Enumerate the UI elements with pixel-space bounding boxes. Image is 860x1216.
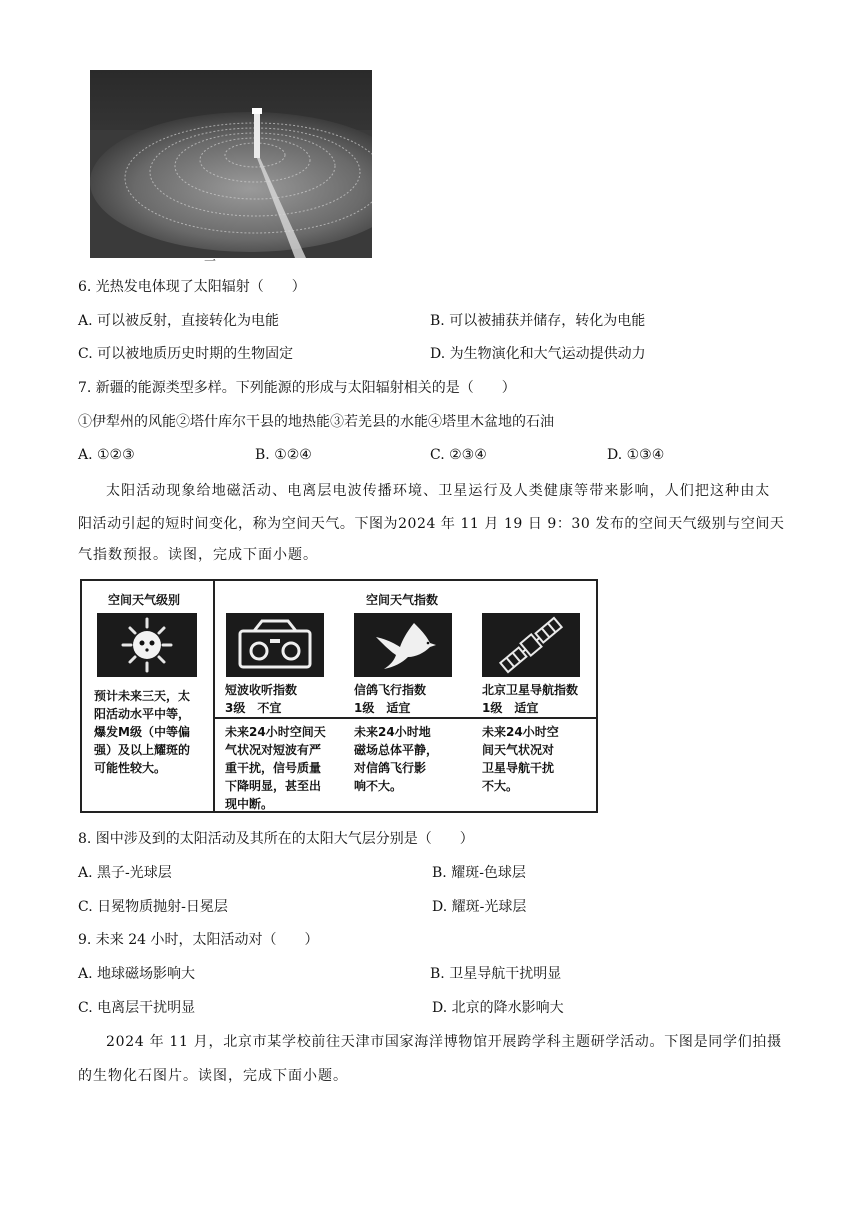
radio-desc-4: 下降明显，甚至出: [225, 779, 322, 793]
q6-option-c: C. 可以被地质历史时期的生物固定: [78, 346, 294, 362]
pigeon-index-title: 信鸽飞行指数: [354, 683, 427, 697]
level-text-5: 可能性较大。: [94, 761, 167, 775]
q7-option-b: B. ①②④: [255, 447, 312, 463]
radio-desc-2: 气状况对短波有严: [225, 743, 322, 757]
q8-option-b: B. 耀斑-色球层: [432, 865, 526, 881]
pigeon-desc-3: 对信鸽飞行影: [354, 761, 427, 775]
radio-index-grade: 3级 不宜: [225, 701, 282, 715]
q9-option-d: D. 北京的降水影响大: [432, 1000, 564, 1016]
level-header: 空间天气级别: [108, 593, 181, 607]
pigeon-desc-1: 未来24小时地: [354, 725, 431, 739]
sun-icon: [97, 613, 197, 677]
passage1-line3: 气指数预报。读图，完成下面小题。: [78, 547, 318, 563]
passage2-line1: 2024 年 11 月，北京市某学校前往天津市国家海洋博物馆开展跨学科主题研学活动。下图是同学们拍摄: [106, 1034, 782, 1050]
q9-option-c: C. 电离层干扰明显: [78, 1000, 196, 1016]
passage1-line1: 太阳活动现象给地磁活动、电离层电波传播环境、卫星运行及人类健康等带来影响，人们把这种由太: [106, 483, 771, 499]
satellite-desc-2: 间天气状况对: [482, 743, 555, 757]
level-text-2: 阳活动水平中等，: [94, 707, 191, 721]
photo-caption-mark: 一: [204, 254, 217, 268]
q7-items: ①伊犁州的风能②塔什库尔干县的地热能③若羌县的水能④塔里木盆地的石油: [78, 414, 554, 430]
q8-option-d: D. 耀斑-光球层: [432, 899, 527, 915]
solar-thermal-plant-photo: [90, 70, 372, 258]
satellite-desc-3: 卫星导航干扰: [482, 761, 555, 775]
pigeon-index-grade: 1级 适宜: [354, 701, 411, 715]
q8-stem: 8. 图中涉及到的太阳活动及其所在的太阳大气层分别是（ ）: [78, 831, 474, 847]
radio-desc-5: 现中断。: [225, 797, 274, 811]
passage2-line2: 的生物化石图片。读图，完成下面小题。: [78, 1068, 348, 1084]
q6-option-a: A. 可以被反射，直接转化为电能: [78, 313, 280, 329]
passage1-line2: 阳活动引起的短时间变化，称为空间天气。下图为2024 年 11 月 19 日 9：30 发布的空间天气级别与空间天: [78, 516, 785, 532]
q9-option-b: B. 卫星导航干扰明显: [430, 966, 562, 982]
satellite-desc-4: 不大。: [482, 779, 519, 793]
satellite-icon: [482, 613, 580, 677]
pigeon-desc-4: 响不大。: [354, 779, 403, 793]
radio-desc-3: 重干扰，信号质量: [225, 761, 322, 775]
pigeon-icon: [354, 613, 452, 677]
q8-option-c: C. 日冕物质抛射-日冕层: [78, 899, 228, 915]
q9-option-a: A. 地球磁场影响大: [78, 966, 196, 982]
q6-option-b: B. 可以被捕获并储存，转化为电能: [430, 313, 646, 329]
q9-stem: 9. 未来 24 小时，太阳活动对（ ）: [78, 932, 319, 948]
level-text-1: 预计未来三天，太: [94, 689, 191, 703]
level-text-4: 强）及以上耀斑的: [94, 743, 191, 757]
space-weather-table: [80, 579, 598, 813]
level-text-3: 爆发M级（中等偏: [94, 725, 190, 739]
radio-icon: [226, 613, 324, 677]
satellite-index-grade: 1级 适宜: [482, 701, 539, 715]
q7-option-d: D. ①③④: [607, 447, 665, 463]
q7-option-c: C. ②③④: [430, 447, 487, 463]
satellite-desc-1: 未来24小时空: [482, 725, 559, 739]
q6-option-d: D. 为生物演化和大气运动提供动力: [430, 346, 646, 362]
q6-stem: 6. 光热发电体现了太阳辐射（ ）: [78, 279, 306, 295]
q7-option-a: A. ①②③: [78, 447, 135, 463]
pigeon-desc-2: 磁场总体平静，: [354, 743, 439, 757]
satellite-index-title: 北京卫星导航指数: [482, 683, 579, 697]
q8-option-a: A. 黑子-光球层: [78, 865, 172, 881]
radio-desc-1: 未来24小时空间天: [225, 725, 326, 739]
index-header: 空间天气指数: [366, 593, 439, 607]
q7-stem: 7. 新疆的能源类型多样。下列能源的形成与太阳辐射相关的是（ ）: [78, 380, 516, 396]
radio-index-title: 短波收听指数: [225, 683, 298, 697]
